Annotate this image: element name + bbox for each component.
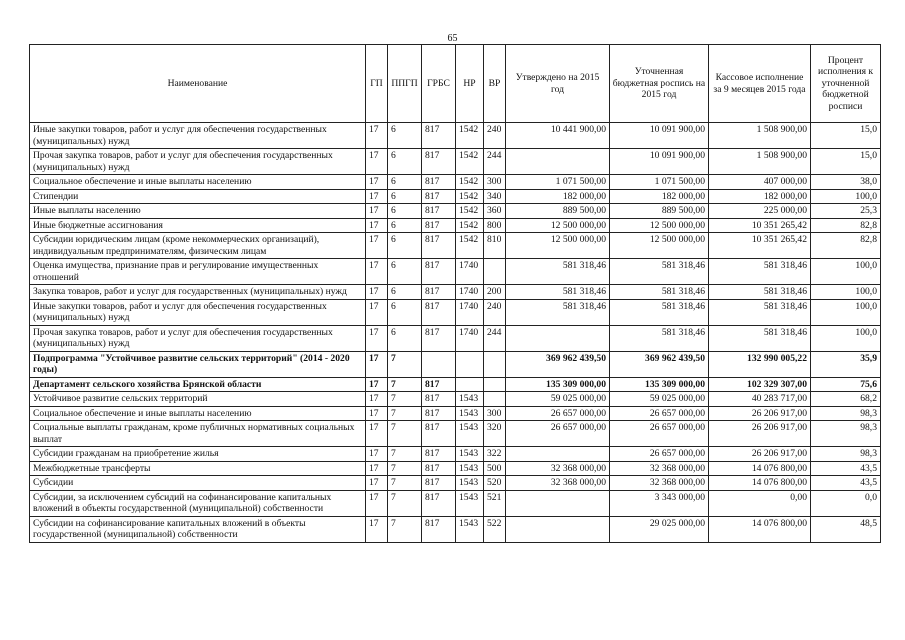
cell-gp: 17 xyxy=(366,123,388,149)
cell-nr xyxy=(456,351,484,377)
cell-approved: 581 318,46 xyxy=(506,285,610,300)
cell-approved xyxy=(506,447,610,462)
table-row xyxy=(30,189,881,204)
cell-name: Субсидии гражданам на приобретение жилья xyxy=(30,447,366,462)
cell-cash: 581 318,46 xyxy=(709,299,811,325)
cell-vr: 300 xyxy=(484,406,506,421)
budget-table xyxy=(29,44,881,543)
cell-vr: 320 xyxy=(484,421,506,447)
cell-grbs: 817 xyxy=(422,175,456,190)
cell-ppgp: 7 xyxy=(388,516,422,542)
cell-name: Иные закупки товаров, работ и услуг для обеспечения государственных (муниципальных) нужд xyxy=(30,299,366,325)
cell-percent: 48,5 xyxy=(811,516,881,542)
cell-gp: 17 xyxy=(366,406,388,421)
cell-grbs: 817 xyxy=(422,259,456,285)
cell-refined: 32 368 000,00 xyxy=(610,476,709,491)
cell-nr: 1543 xyxy=(456,406,484,421)
cell-grbs: 817 xyxy=(422,421,456,447)
cell-gp: 17 xyxy=(366,476,388,491)
cell-name: Иные закупки товаров, работ и услуг для обеспечения государственных (муниципальных) нужд xyxy=(30,123,366,149)
cell-percent: 75,6 xyxy=(811,377,881,392)
cell-percent: 100,0 xyxy=(811,189,881,204)
table-row xyxy=(30,490,881,516)
cell-nr: 1543 xyxy=(456,447,484,462)
table-row xyxy=(30,299,881,325)
cell-vr: 244 xyxy=(484,325,506,351)
cell-refined: 581 318,46 xyxy=(610,285,709,300)
cell-approved: 12 500 000,00 xyxy=(506,233,610,259)
cell-refined: 182 000,00 xyxy=(610,189,709,204)
cell-cash: 14 076 800,00 xyxy=(709,476,811,491)
cell-vr: 200 xyxy=(484,285,506,300)
cell-refined: 26 657 000,00 xyxy=(610,421,709,447)
cell-vr: 520 xyxy=(484,476,506,491)
cell-ppgp: 7 xyxy=(388,377,422,392)
cell-ppgp: 6 xyxy=(388,189,422,204)
cell-percent: 82,8 xyxy=(811,218,881,233)
table-row xyxy=(30,377,881,392)
cell-vr: 322 xyxy=(484,447,506,462)
cell-approved: 12 500 000,00 xyxy=(506,218,610,233)
cell-grbs: 817 xyxy=(422,325,456,351)
cell-ppgp: 7 xyxy=(388,421,422,447)
cell-ppgp: 6 xyxy=(388,218,422,233)
cell-name: Департамент сельского хозяйства Брянской области xyxy=(30,377,366,392)
cell-cash: 102 329 307,00 xyxy=(709,377,811,392)
cell-vr: 521 xyxy=(484,490,506,516)
cell-ppgp: 7 xyxy=(388,490,422,516)
cell-refined: 1 071 500,00 xyxy=(610,175,709,190)
cell-ppgp: 7 xyxy=(388,392,422,407)
cell-name: Закупка товаров, работ и услуг для государственных (муниципальных) нужд xyxy=(30,285,366,300)
cell-grbs: 817 xyxy=(422,149,456,175)
header-row xyxy=(30,45,881,123)
cell-refined: 59 025 000,00 xyxy=(610,392,709,407)
cell-vr: 240 xyxy=(484,299,506,325)
cell-refined: 581 318,46 xyxy=(610,325,709,351)
table-row xyxy=(30,476,881,491)
cell-vr xyxy=(484,377,506,392)
cell-vr: 360 xyxy=(484,204,506,219)
cell-gp: 17 xyxy=(366,204,388,219)
cell-ppgp: 6 xyxy=(388,149,422,175)
cell-cash: 26 206 917,00 xyxy=(709,406,811,421)
cell-ppgp: 6 xyxy=(388,204,422,219)
cell-nr: 1542 xyxy=(456,204,484,219)
cell-nr: 1542 xyxy=(456,189,484,204)
cell-ppgp: 6 xyxy=(388,285,422,300)
page-number: 65 xyxy=(447,33,458,44)
table-row xyxy=(30,123,881,149)
cell-nr xyxy=(456,377,484,392)
cell-refined: 889 500,00 xyxy=(610,204,709,219)
cell-vr xyxy=(484,392,506,407)
cell-gp: 17 xyxy=(366,175,388,190)
cell-nr: 1543 xyxy=(456,490,484,516)
table-row xyxy=(30,447,881,462)
cell-approved: 889 500,00 xyxy=(506,204,610,219)
cell-percent: 15,0 xyxy=(811,149,881,175)
cell-nr: 1542 xyxy=(456,149,484,175)
cell-grbs: 817 xyxy=(422,123,456,149)
cell-grbs: 817 xyxy=(422,490,456,516)
cell-percent: 15,0 xyxy=(811,123,881,149)
cell-ppgp: 7 xyxy=(388,461,422,476)
table-row xyxy=(30,392,881,407)
cell-name: Иные бюджетные ассигнования xyxy=(30,218,366,233)
cell-ppgp: 6 xyxy=(388,325,422,351)
cell-approved: 369 962 439,50 xyxy=(506,351,610,377)
table-row xyxy=(30,149,881,175)
cell-percent: 25,3 xyxy=(811,204,881,219)
cell-percent: 38,0 xyxy=(811,175,881,190)
table-row xyxy=(30,233,881,259)
cell-vr xyxy=(484,351,506,377)
cell-grbs: 817 xyxy=(422,476,456,491)
cell-ppgp: 6 xyxy=(388,299,422,325)
cell-refined: 581 318,46 xyxy=(610,259,709,285)
cell-approved: 135 309 000,00 xyxy=(506,377,610,392)
cell-nr: 1542 xyxy=(456,175,484,190)
cell-cash: 581 318,46 xyxy=(709,259,811,285)
cell-ppgp: 6 xyxy=(388,175,422,190)
cell-grbs: 817 xyxy=(422,461,456,476)
cell-approved: 10 441 900,00 xyxy=(506,123,610,149)
cell-nr: 1543 xyxy=(456,476,484,491)
table-row xyxy=(30,204,881,219)
cell-name: Субсидии на софинансирование капитальных вложений в объекты государственной (муниципальной) собственности xyxy=(30,516,366,542)
cell-name: Социальные выплаты гражданам, кроме публичных нормативных социальных выплат xyxy=(30,421,366,447)
cell-percent: 98,3 xyxy=(811,421,881,447)
cell-cash: 132 990 005,22 xyxy=(709,351,811,377)
header-approved: Утверждено на 2015 год xyxy=(506,45,610,123)
cell-cash: 10 351 265,42 xyxy=(709,218,811,233)
header-refined: Уточненная бюджетная роспись на 2015 год xyxy=(610,45,709,123)
cell-refined: 135 309 000,00 xyxy=(610,377,709,392)
cell-approved xyxy=(506,516,610,542)
cell-percent: 43,5 xyxy=(811,461,881,476)
cell-cash: 225 000,00 xyxy=(709,204,811,219)
cell-approved xyxy=(506,149,610,175)
cell-nr: 1542 xyxy=(456,233,484,259)
cell-vr: 810 xyxy=(484,233,506,259)
header-cash: Кассовое исполнение за 9 месяцев 2015 года xyxy=(709,45,811,123)
cell-refined: 26 657 000,00 xyxy=(610,447,709,462)
table-row xyxy=(30,461,881,476)
table-row xyxy=(30,325,881,351)
cell-refined: 12 500 000,00 xyxy=(610,218,709,233)
cell-refined: 369 962 439,50 xyxy=(610,351,709,377)
cell-cash: 1 508 900,00 xyxy=(709,123,811,149)
cell-name: Иные выплаты населению xyxy=(30,204,366,219)
cell-gp: 17 xyxy=(366,149,388,175)
cell-approved xyxy=(506,490,610,516)
header-ppgp: ППГП xyxy=(388,45,422,123)
cell-grbs: 817 xyxy=(422,377,456,392)
cell-gp: 17 xyxy=(366,421,388,447)
table-row xyxy=(30,406,881,421)
cell-gp: 17 xyxy=(366,285,388,300)
cell-cash: 0,00 xyxy=(709,490,811,516)
cell-refined: 26 657 000,00 xyxy=(610,406,709,421)
cell-percent: 43,5 xyxy=(811,476,881,491)
cell-nr: 1740 xyxy=(456,325,484,351)
cell-vr: 240 xyxy=(484,123,506,149)
cell-ppgp: 7 xyxy=(388,447,422,462)
cell-gp: 17 xyxy=(366,233,388,259)
cell-cash: 581 318,46 xyxy=(709,285,811,300)
cell-name: Межбюджетные трансферты xyxy=(30,461,366,476)
cell-name: Субсидии юридическим лицам (кроме некоммерческих организаций), индивидуальным предпринимателям, физическим лицам xyxy=(30,233,366,259)
cell-refined: 3 343 000,00 xyxy=(610,490,709,516)
cell-approved: 581 318,46 xyxy=(506,299,610,325)
cell-ppgp: 6 xyxy=(388,123,422,149)
cell-gp: 17 xyxy=(366,218,388,233)
header-nr: НР xyxy=(456,45,484,123)
cell-gp: 17 xyxy=(366,461,388,476)
cell-name: Социальное обеспечение и иные выплаты населению xyxy=(30,406,366,421)
cell-nr: 1740 xyxy=(456,299,484,325)
cell-name: Подпрограмма "Устойчивое развитие сельских территорий" (2014 - 2020 годы) xyxy=(30,351,366,377)
cell-nr: 1543 xyxy=(456,516,484,542)
cell-percent: 100,0 xyxy=(811,299,881,325)
cell-grbs: 817 xyxy=(422,392,456,407)
cell-percent: 0,0 xyxy=(811,490,881,516)
cell-vr: 800 xyxy=(484,218,506,233)
cell-vr xyxy=(484,259,506,285)
cell-gp: 17 xyxy=(366,516,388,542)
cell-grbs: 817 xyxy=(422,406,456,421)
cell-nr: 1740 xyxy=(456,285,484,300)
cell-grbs: 817 xyxy=(422,447,456,462)
cell-ppgp: 6 xyxy=(388,259,422,285)
table-header xyxy=(30,45,881,123)
cell-nr: 1542 xyxy=(456,123,484,149)
cell-approved: 26 657 000,00 xyxy=(506,421,610,447)
cell-grbs: 817 xyxy=(422,285,456,300)
cell-percent: 100,0 xyxy=(811,285,881,300)
cell-ppgp: 7 xyxy=(388,351,422,377)
cell-cash: 40 283 717,00 xyxy=(709,392,811,407)
cell-gp: 17 xyxy=(366,325,388,351)
table-row xyxy=(30,259,881,285)
cell-gp: 17 xyxy=(366,259,388,285)
cell-gp: 17 xyxy=(366,392,388,407)
table-row xyxy=(30,351,881,377)
cell-ppgp: 6 xyxy=(388,233,422,259)
cell-percent: 35,9 xyxy=(811,351,881,377)
cell-cash: 26 206 917,00 xyxy=(709,447,811,462)
cell-name: Прочая закупка товаров, работ и услуг для обеспечения государственных (муниципальных) нужд xyxy=(30,325,366,351)
cell-name: Субсидии, за исключением субсидий на софинансирование капитальных вложений в объекты государственной (муниципальной) собственности xyxy=(30,490,366,516)
cell-nr: 1543 xyxy=(456,421,484,447)
cell-cash: 26 206 917,00 xyxy=(709,421,811,447)
cell-cash: 1 508 900,00 xyxy=(709,149,811,175)
cell-gp: 17 xyxy=(366,377,388,392)
table-row xyxy=(30,285,881,300)
cell-cash: 182 000,00 xyxy=(709,189,811,204)
cell-name: Устойчивое развитие сельских территорий xyxy=(30,392,366,407)
cell-percent: 98,3 xyxy=(811,447,881,462)
cell-nr: 1543 xyxy=(456,392,484,407)
cell-nr: 1740 xyxy=(456,259,484,285)
cell-ppgp: 7 xyxy=(388,476,422,491)
cell-nr: 1543 xyxy=(456,461,484,476)
cell-cash: 581 318,46 xyxy=(709,325,811,351)
cell-percent: 98,3 xyxy=(811,406,881,421)
cell-vr: 340 xyxy=(484,189,506,204)
cell-approved: 182 000,00 xyxy=(506,189,610,204)
cell-cash: 407 000,00 xyxy=(709,175,811,190)
cell-nr: 1542 xyxy=(456,218,484,233)
cell-approved: 26 657 000,00 xyxy=(506,406,610,421)
cell-grbs: 817 xyxy=(422,299,456,325)
cell-approved: 59 025 000,00 xyxy=(506,392,610,407)
cell-percent: 82,8 xyxy=(811,233,881,259)
cell-refined: 10 091 900,00 xyxy=(610,123,709,149)
cell-grbs: 817 xyxy=(422,516,456,542)
cell-gp: 17 xyxy=(366,299,388,325)
table-body xyxy=(30,123,881,543)
cell-refined: 32 368 000,00 xyxy=(610,461,709,476)
cell-approved: 32 368 000,00 xyxy=(506,461,610,476)
cell-gp: 17 xyxy=(366,189,388,204)
cell-refined: 581 318,46 xyxy=(610,299,709,325)
cell-name: Оценка имущества, признание прав и регулирование имущественных отношений xyxy=(30,259,366,285)
cell-percent: 100,0 xyxy=(811,259,881,285)
table-row xyxy=(30,218,881,233)
cell-vr: 500 xyxy=(484,461,506,476)
table-row xyxy=(30,421,881,447)
cell-vr: 244 xyxy=(484,149,506,175)
cell-percent: 68,2 xyxy=(811,392,881,407)
cell-name: Социальное обеспечение и иные выплаты населению xyxy=(30,175,366,190)
cell-cash: 14 076 800,00 xyxy=(709,516,811,542)
cell-gp: 17 xyxy=(366,351,388,377)
cell-approved: 1 071 500,00 xyxy=(506,175,610,190)
cell-refined: 10 091 900,00 xyxy=(610,149,709,175)
cell-vr: 300 xyxy=(484,175,506,190)
cell-ppgp: 7 xyxy=(388,406,422,421)
cell-name: Прочая закупка товаров, работ и услуг для обеспечения государственных (муниципальных) нужд xyxy=(30,149,366,175)
cell-vr: 522 xyxy=(484,516,506,542)
header-grbs: ГРБС xyxy=(422,45,456,123)
header-name: Наименование xyxy=(30,45,366,123)
cell-refined: 29 025 000,00 xyxy=(610,516,709,542)
header-vr: ВР xyxy=(484,45,506,123)
cell-approved: 32 368 000,00 xyxy=(506,476,610,491)
table-row xyxy=(30,175,881,190)
cell-gp: 17 xyxy=(366,490,388,516)
cell-approved xyxy=(506,325,610,351)
cell-grbs: 817 xyxy=(422,218,456,233)
cell-percent: 100,0 xyxy=(811,325,881,351)
cell-approved: 581 318,46 xyxy=(506,259,610,285)
cell-grbs xyxy=(422,351,456,377)
cell-grbs: 817 xyxy=(422,204,456,219)
header-gp: ГП xyxy=(366,45,388,123)
header-percent: Процент исполнения к уточненной бюджетной росписи xyxy=(811,45,881,123)
cell-cash: 14 076 800,00 xyxy=(709,461,811,476)
table-row xyxy=(30,516,881,542)
cell-grbs: 817 xyxy=(422,189,456,204)
cell-refined: 12 500 000,00 xyxy=(610,233,709,259)
cell-grbs: 817 xyxy=(422,233,456,259)
cell-cash: 10 351 265,42 xyxy=(709,233,811,259)
cell-name: Стипендии xyxy=(30,189,366,204)
cell-gp: 17 xyxy=(366,447,388,462)
cell-name: Субсидии xyxy=(30,476,366,491)
